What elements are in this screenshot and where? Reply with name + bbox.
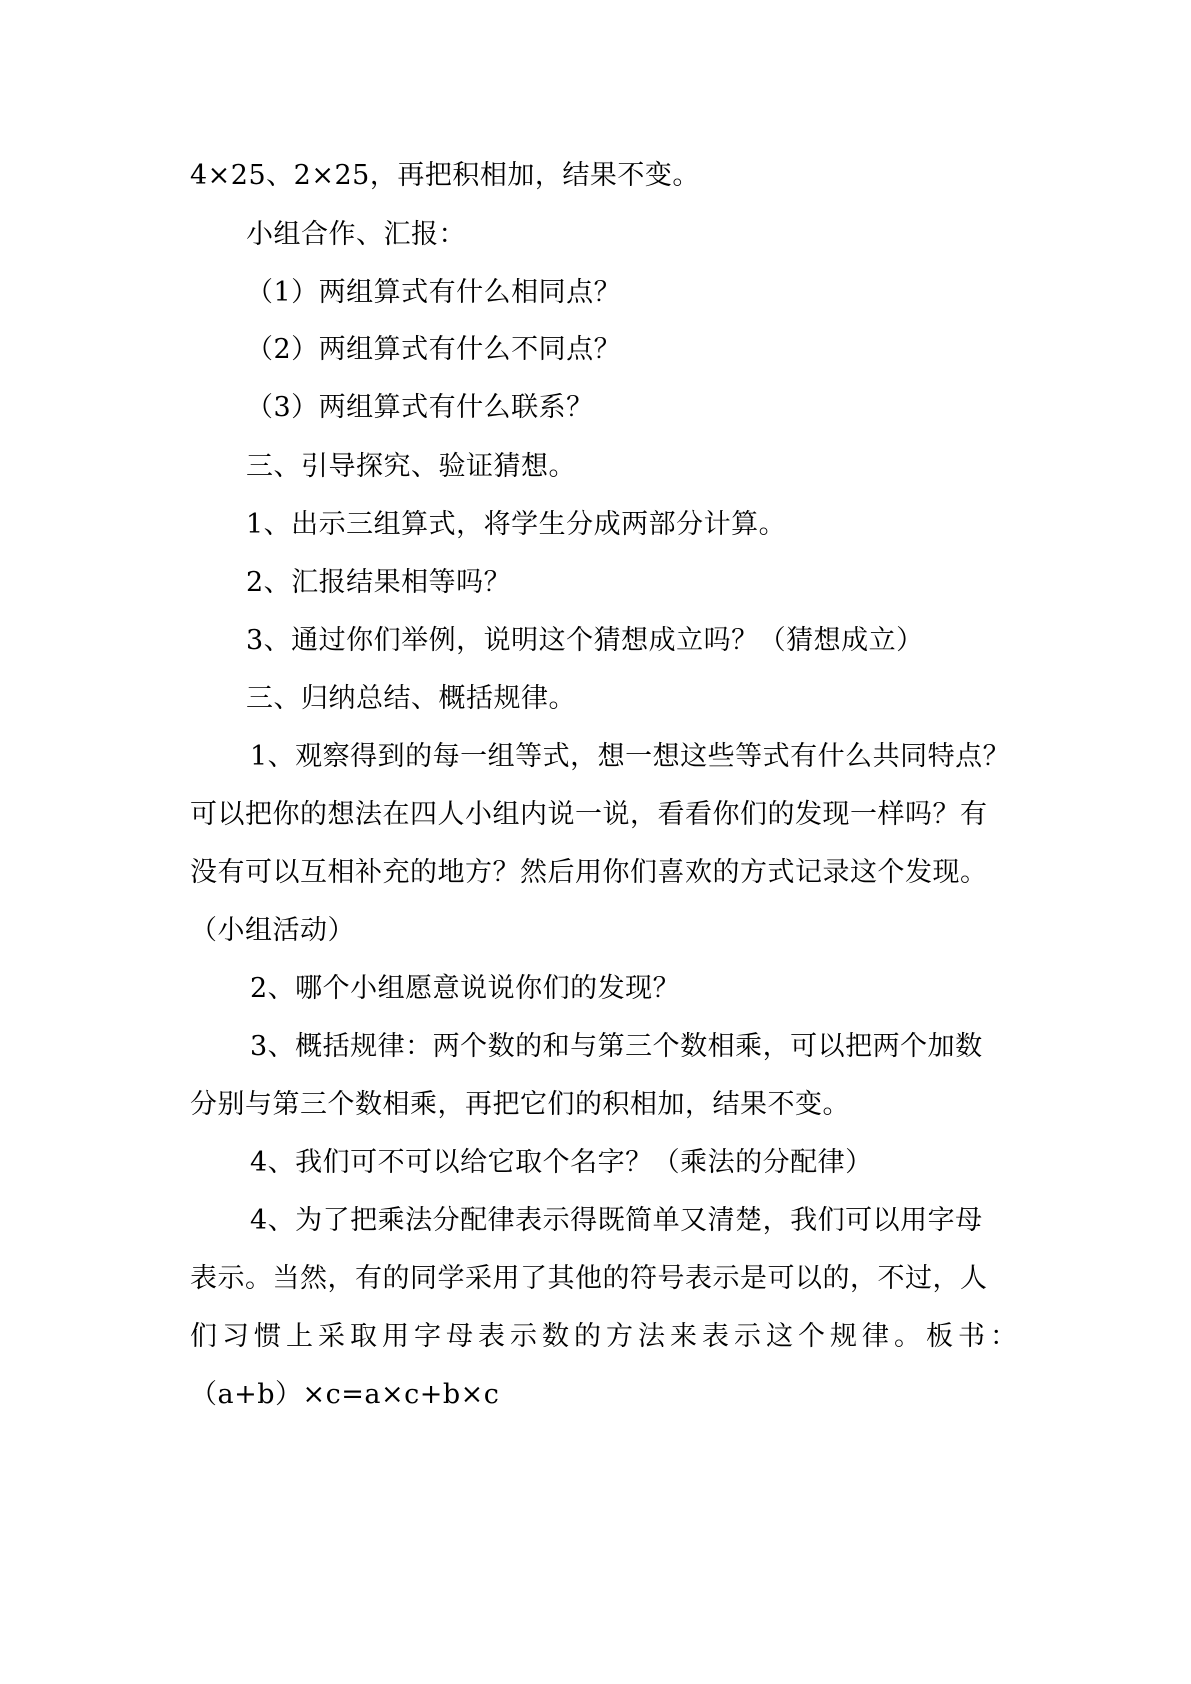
list-item: 1、出示三组算式，将学生分成两部分计算。 [246,509,787,540]
list-item: 4、我们可不可以给它取个名字？（乘法的分配律） [250,1147,873,1178]
paragraph-line: 表示。当然，有的同学采用了其他的符号表示是可以的，不过，人 [190,1263,988,1294]
paragraph-line: 1、观察得到的每一组等式，想一想这些等式有什么共同特点？ [250,741,1011,772]
list-item: （1）两组算式有什么相同点？ [246,277,622,308]
section-heading: 三、归纳总结、概括规律。 [246,683,576,714]
paragraph-line: （小组活动） [190,915,355,946]
list-item: 2、哪个小组愿意说说你们的发现？ [250,973,681,1004]
text-line: 小组合作、汇报： [246,219,466,250]
paragraph-line: 4、为了把乘法分配律表示得既简单又清楚，我们可以用字母 [250,1205,983,1236]
list-item: 2、汇报结果相等吗？ [246,567,512,598]
text-line: 4×25、2×25，再把积相加，结果不变。 [190,160,700,191]
section-heading: 三、引导探究、验证猜想。 [246,451,576,482]
list-item: （3）两组算式有什么联系？ [246,392,594,423]
paragraph-line: 分别与第三个数相乘，再把它们的积相加，结果不变。 [190,1089,850,1120]
list-item: （2）两组算式有什么不同点？ [246,334,622,365]
paragraph-line: 可以把你的想法在四人小组内说一说，看看你们的发现一样吗？有 [190,799,988,830]
formula-line: （a+b）×c=a×c+b×c [190,1379,500,1410]
list-item: 3、通过你们举例，说明这个猜想成立吗？（猜想成立） [246,625,924,656]
paragraph-line: 3、概括规律：两个数的和与第三个数相乘，可以把两个加数 [250,1031,983,1062]
paragraph-line: 们习惯上采取用字母表示数的方法来表示这个规律。板书： [190,1321,1022,1352]
paragraph-line: 没有可以互相补充的地方？然后用你们喜欢的方式记录这个发现。 [190,857,988,888]
